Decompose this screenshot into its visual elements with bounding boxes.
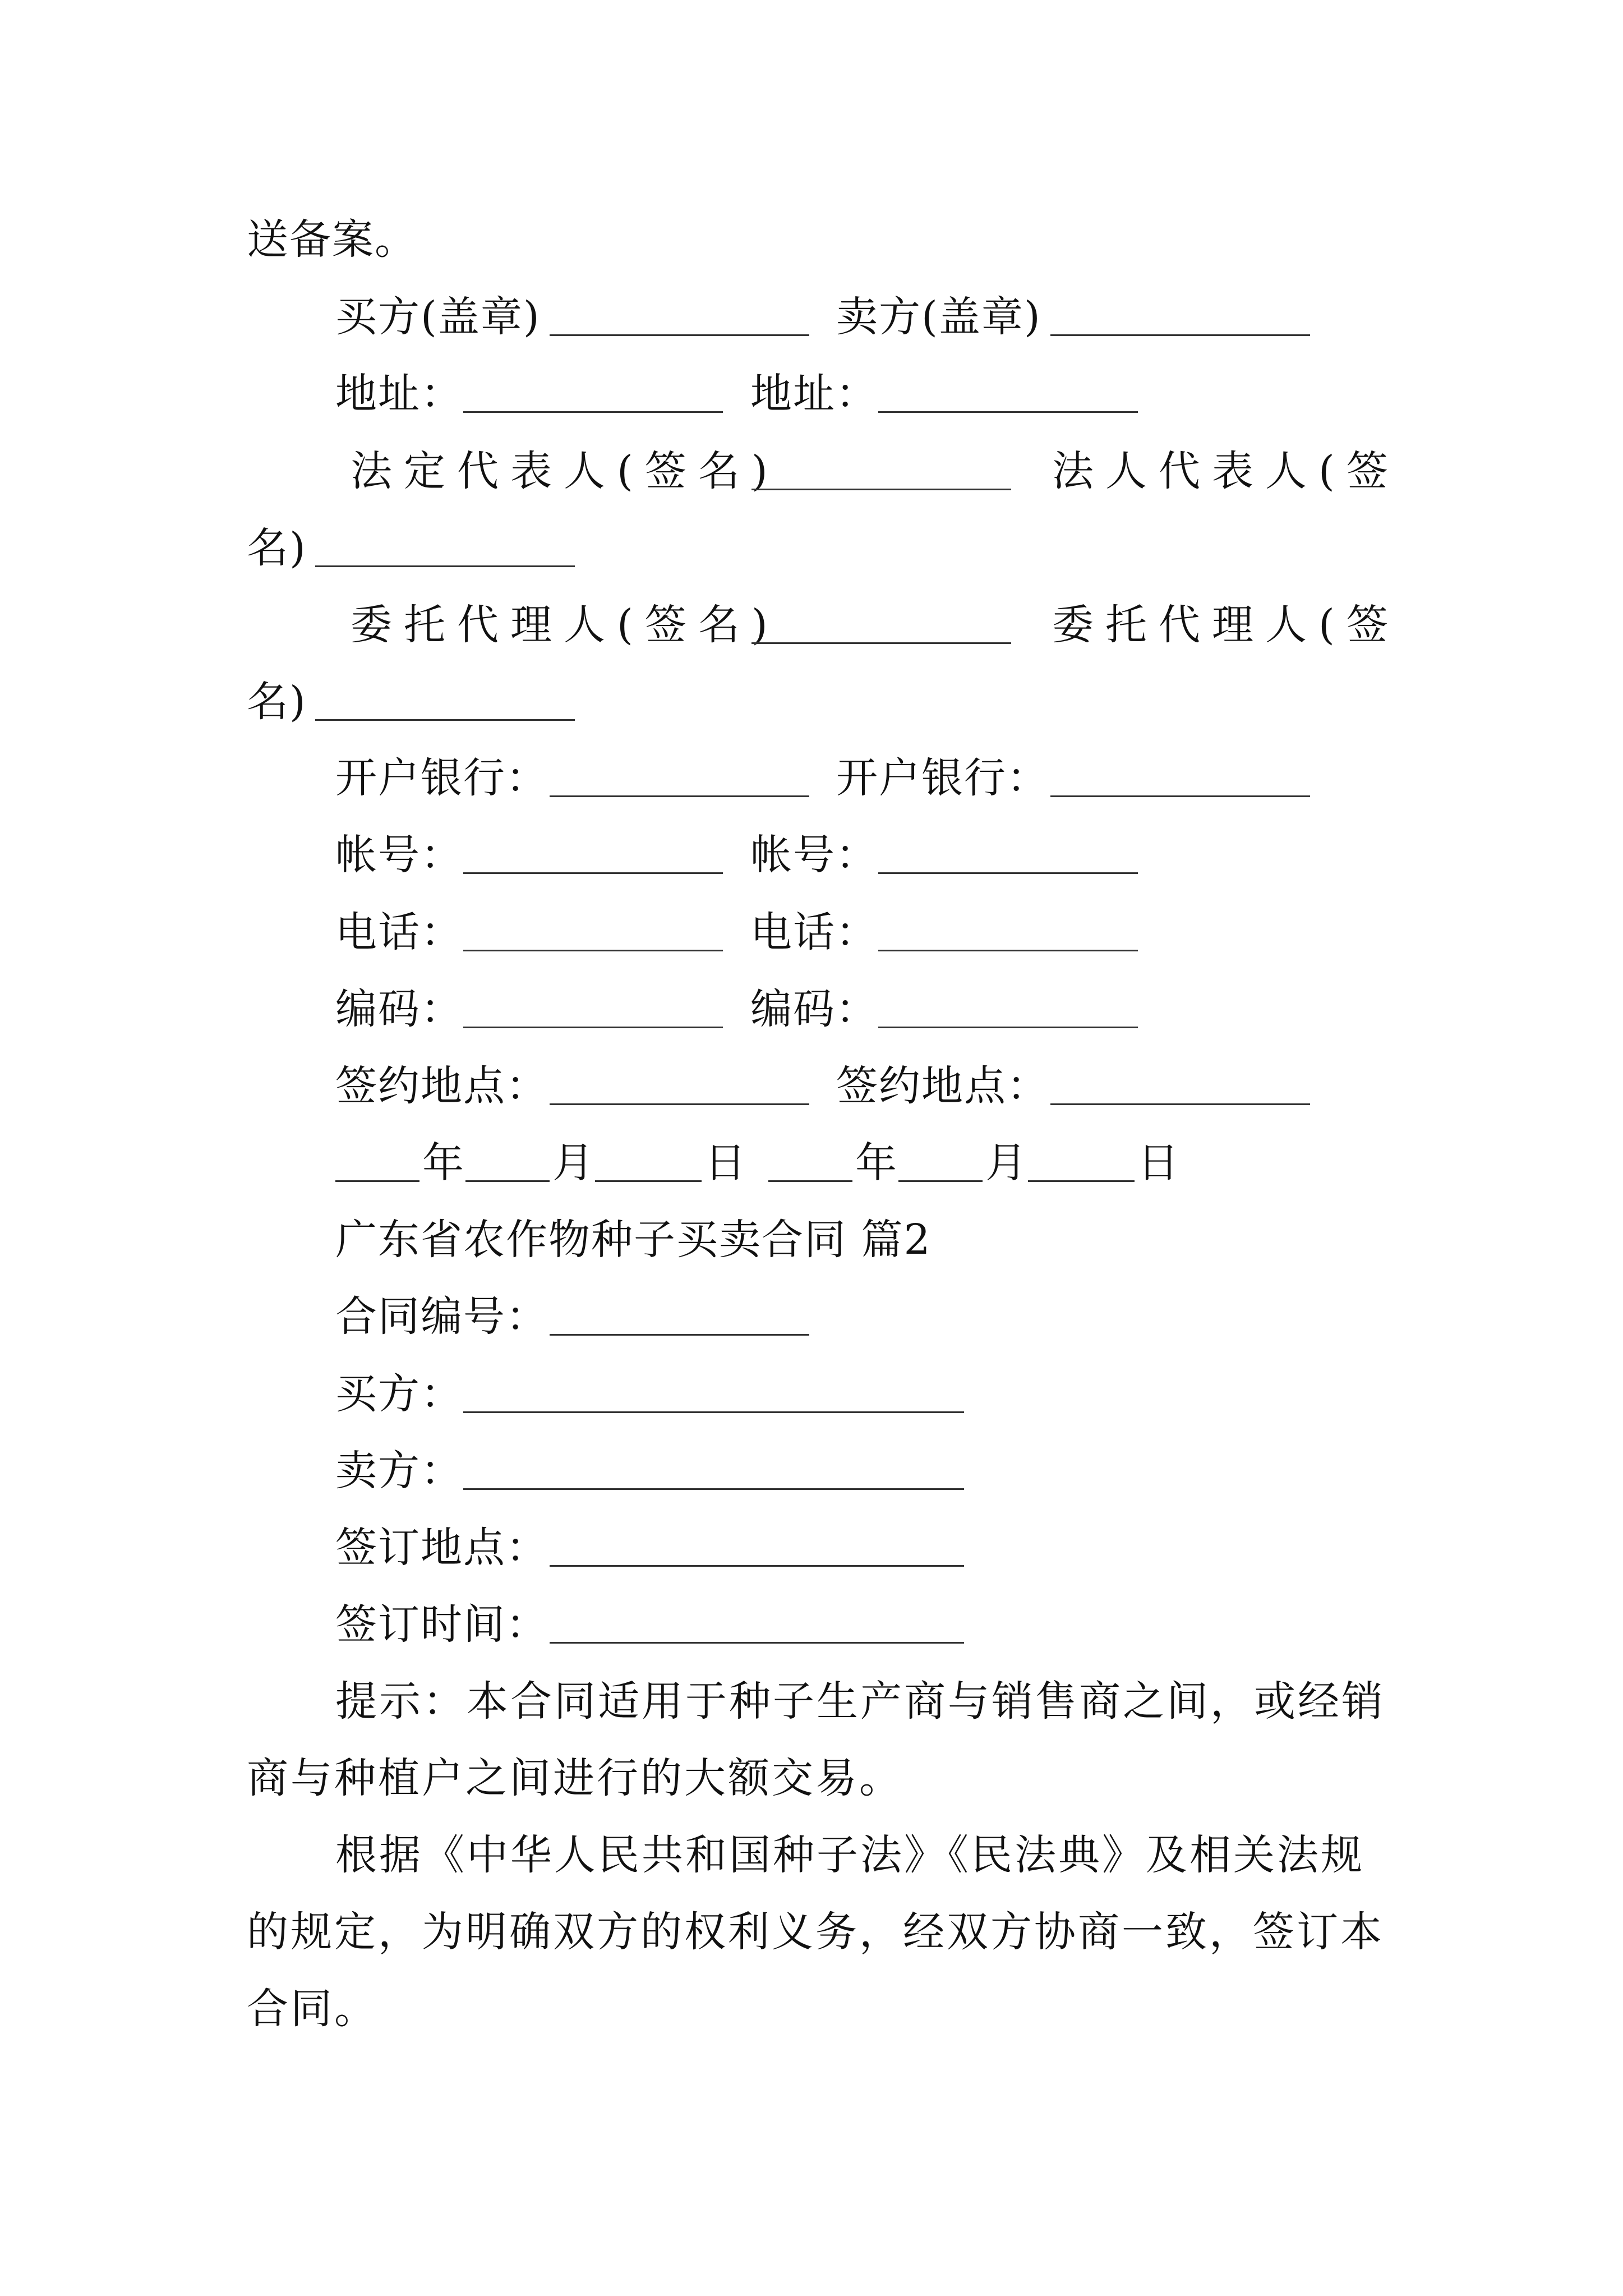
buyer-blank[interactable]: [463, 1411, 964, 1413]
buyer-account-label: 帐号：: [335, 831, 463, 879]
signature-row-postcode: [335, 984, 1345, 1034]
buyer-month-blank[interactable]: [465, 1180, 550, 1182]
seller-legal-rep-label-cont: 名): [247, 524, 307, 572]
buyer-seal-blank[interactable]: [550, 334, 809, 336]
seller-row: [335, 1446, 1008, 1496]
basis-line-2: [247, 1907, 1384, 1957]
seller-day-blank[interactable]: [1028, 1180, 1135, 1182]
buyer-phone-blank[interactable]: [463, 950, 723, 951]
signature-row-seal: [335, 292, 1345, 342]
contract-heading: [335, 1214, 932, 1265]
seller-label: 卖方：: [335, 1447, 463, 1495]
seller-account-blank[interactable]: [878, 872, 1138, 874]
signature-row-phone: [335, 907, 1345, 958]
seller-signing-place-blank[interactable]: [1050, 1103, 1310, 1105]
buyer-label: 买方：: [335, 1370, 463, 1418]
contract-title: 广东省农作物种子买卖合同 篇2: [335, 1216, 932, 1264]
basis-text: 的规定，为明确双方的权利义务，经双方协商一致，签订本: [247, 1908, 1384, 1956]
signing-place-blank[interactable]: [550, 1565, 964, 1567]
seller-phone-label: 电话：: [750, 908, 878, 956]
seller-account-label: 帐号：: [750, 831, 878, 879]
tip-line-2: [247, 1753, 903, 1803]
signing-place-row: [335, 1522, 1008, 1573]
seller-address-blank[interactable]: [878, 411, 1138, 413]
body-text: 送备案。: [247, 215, 417, 264]
buyer-year-label: 年: [422, 1139, 465, 1187]
seller-legal-rep-blank[interactable]: [315, 565, 575, 567]
seller-year-blank[interactable]: [768, 1180, 852, 1182]
tip-line-1: [335, 1676, 1385, 1727]
signature-row-bank: [335, 753, 1345, 803]
seller-agent-label-cont: 名): [247, 678, 307, 726]
seller-postcode-label: 编码：: [750, 985, 878, 1033]
seller-legal-rep-label: 法人代表人(签: [1052, 447, 1400, 495]
seller-bank-blank[interactable]: [1050, 795, 1310, 797]
buyer-signing-place-label: 签约地点：: [335, 1062, 548, 1110]
basis-line-1: [335, 1830, 1364, 1880]
contract-number-row: [335, 1291, 896, 1342]
signing-time-label: 签订时间：: [335, 1600, 548, 1649]
buyer-legal-rep-blank[interactable]: [751, 489, 1011, 490]
buyer-row: [335, 1369, 1008, 1419]
buyer-agent-label: 委托代理人(签名): [351, 601, 780, 649]
seller-seal-label: 卖方(盖章): [836, 293, 1041, 341]
signature-row-legal-rep: [335, 446, 1400, 496]
buyer-signing-place-blank[interactable]: [550, 1103, 809, 1105]
signature-row-dates: [335, 1138, 1233, 1188]
seller-postcode-blank[interactable]: [878, 1027, 1138, 1028]
basis-text: 合同。: [247, 1985, 378, 2033]
contract-number-label: 合同编号：: [335, 1292, 548, 1341]
seller-month-blank[interactable]: [898, 1180, 983, 1182]
basis-text: 根据《中华人民共和国种子法》《民法典》及相关法规: [335, 1831, 1364, 1879]
buyer-seal-label: 买方(盖章): [335, 293, 541, 341]
buyer-day-blank[interactable]: [595, 1180, 702, 1182]
buyer-month-label: 月: [552, 1139, 595, 1187]
buyer-day-label: 日: [704, 1139, 747, 1187]
seller-agent-label: 委托代理人(签: [1052, 601, 1400, 649]
signing-time-row: [335, 1599, 1008, 1650]
seller-address-label: 地址：: [750, 370, 878, 418]
buyer-postcode-label: 编码：: [335, 985, 463, 1033]
signature-row-legal-rep-cont: [247, 523, 920, 573]
seller-bank-label: 开户银行：: [836, 754, 1049, 802]
signing-time-blank[interactable]: [550, 1642, 964, 1644]
seller-agent-blank[interactable]: [315, 719, 575, 721]
signing-place-label: 签订地点：: [335, 1524, 548, 1572]
seller-signing-place-label: 签约地点：: [836, 1062, 1049, 1110]
seller-blank[interactable]: [463, 1488, 964, 1490]
seller-year-label: 年: [855, 1139, 898, 1187]
signature-row-agent: [335, 600, 1400, 650]
text-line: [247, 214, 417, 265]
seller-month-label: 月: [985, 1139, 1028, 1187]
buyer-address-blank[interactable]: [463, 411, 723, 413]
buyer-year-blank[interactable]: [335, 1180, 419, 1182]
buyer-account-blank[interactable]: [463, 872, 723, 874]
contract-number-blank[interactable]: [550, 1334, 809, 1336]
buyer-postcode-blank[interactable]: [463, 1027, 723, 1028]
signature-row-agent-cont: [247, 677, 920, 727]
signature-row-account: [335, 830, 1345, 880]
tip-text: 提示：本合同适用于种子生产商与销售商之间，或经销: [335, 1677, 1385, 1726]
tip-text: 商与种植户之间进行的大额交易。: [247, 1754, 903, 1802]
signature-row-signing-place: [335, 1061, 1345, 1111]
buyer-legal-rep-label: 法定代表人(签名): [351, 447, 780, 495]
seller-seal-blank[interactable]: [1050, 334, 1310, 336]
basis-line-3: [247, 1984, 378, 2034]
buyer-address-label: 地址：: [335, 370, 463, 418]
buyer-bank-label: 开户银行：: [335, 754, 548, 802]
buyer-phone-label: 电话：: [335, 908, 463, 956]
seller-phone-blank[interactable]: [878, 950, 1138, 951]
signature-row-address: [335, 369, 1345, 419]
seller-day-label: 日: [1137, 1139, 1180, 1187]
buyer-bank-blank[interactable]: [550, 795, 809, 797]
buyer-agent-blank[interactable]: [751, 642, 1011, 644]
